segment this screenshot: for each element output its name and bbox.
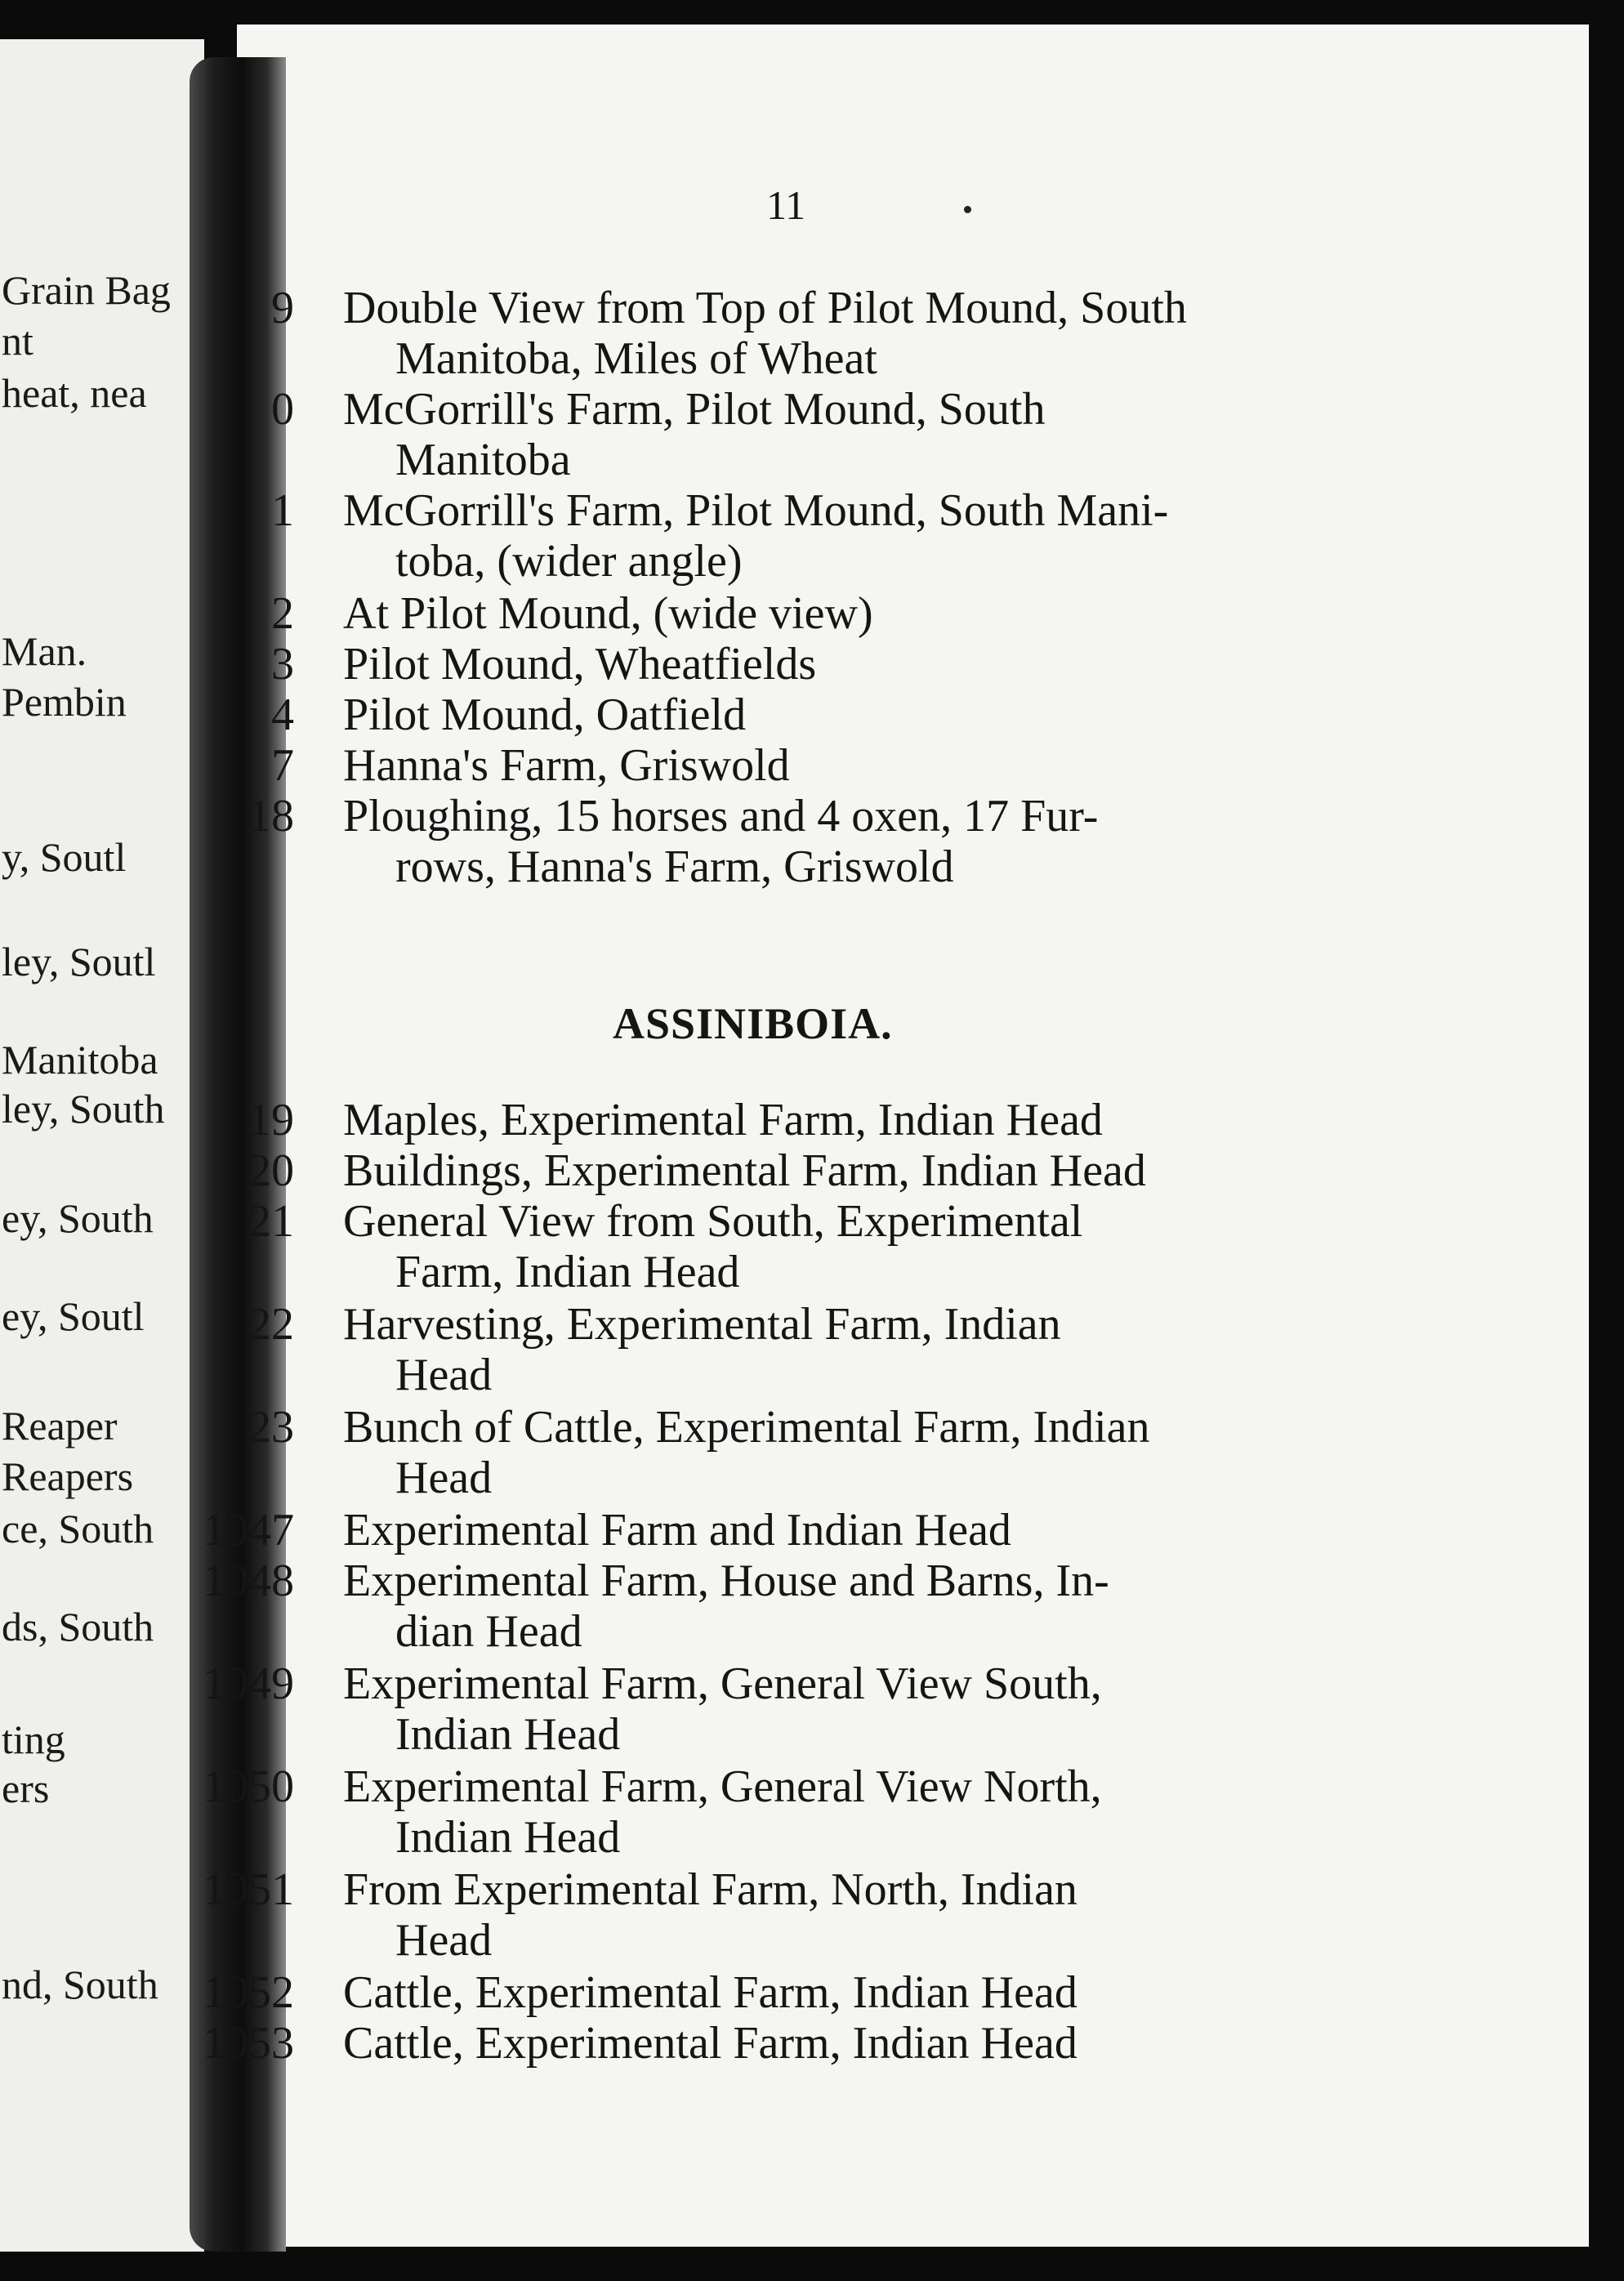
entry-number: 1048 bbox=[203, 1556, 294, 1606]
entry-number: 22 bbox=[248, 1299, 294, 1350]
entry-title-line: dian Head bbox=[395, 1606, 582, 1657]
entry-title-line: Farm, Indian Head bbox=[395, 1247, 740, 1297]
entry-title-line: toba, (wider angle) bbox=[395, 536, 743, 587]
entry-title-line: Double View from Top of Pilot Mound, South bbox=[343, 283, 1187, 333]
entry-title bbox=[343, 690, 1413, 740]
entry-title bbox=[343, 588, 1413, 639]
left-page-fragment: Man. bbox=[2, 628, 87, 674]
entry-title-line: Ploughing, 15 horses and 4 oxen, 17 Fur- bbox=[343, 791, 1099, 841]
entry-number: 3 bbox=[271, 639, 294, 690]
entry-title-line: Buildings, Experimental Farm, Indian Head bbox=[343, 1145, 1146, 1196]
entry-title-line: Cattle, Experimental Farm, Indian Head bbox=[343, 1967, 1077, 2018]
entry-title-line: Head bbox=[395, 1350, 493, 1400]
left-page-fragment: ers bbox=[2, 1765, 50, 1811]
entry-title bbox=[343, 2018, 1413, 2069]
entry-title bbox=[343, 1864, 1413, 1966]
entry-title-line: At Pilot Mound, (wide view) bbox=[343, 588, 873, 639]
left-page-fragment: ce, South bbox=[2, 1506, 154, 1551]
entry-number: 1051 bbox=[203, 1864, 294, 1915]
entry-number: 1 bbox=[271, 485, 294, 536]
entry-number: 0 bbox=[271, 384, 294, 435]
entry-title bbox=[343, 1967, 1413, 2018]
entry-number: 20 bbox=[248, 1145, 294, 1196]
entry-number: 1050 bbox=[203, 1761, 294, 1812]
left-page-fragment: y, Soutl bbox=[2, 834, 127, 880]
entry-title bbox=[343, 791, 1413, 892]
left-page-fragment: Reapers bbox=[2, 1453, 134, 1499]
entry-number: 9 bbox=[271, 283, 294, 333]
entry-title bbox=[343, 1299, 1413, 1400]
entry-title-line: Bunch of Cattle, Experimental Farm, Indian bbox=[343, 1402, 1150, 1453]
left-page-fragment: ley, Soutl bbox=[2, 939, 156, 984]
left-page-fragment: ds, South bbox=[2, 1604, 154, 1649]
print-speck bbox=[964, 206, 971, 213]
entry-number: 19 bbox=[248, 1095, 294, 1145]
entry-number: 1047 bbox=[203, 1505, 294, 1556]
entry-title-line: Manitoba, Miles of Wheat bbox=[395, 333, 877, 384]
left-page-fragment: Manitoba bbox=[2, 1037, 158, 1082]
entry-title bbox=[343, 1556, 1413, 1657]
entry-title bbox=[343, 1402, 1413, 1503]
entry-title-line: Experimental Farm and Indian Head bbox=[343, 1505, 1011, 1556]
left-page-fragment: heat, nea bbox=[2, 370, 147, 416]
entry-title-line: Pilot Mound, Wheatfields bbox=[343, 639, 817, 690]
left-page-fragment: Pembin bbox=[2, 679, 127, 725]
entry-title-line: Hanna's Farm, Griswold bbox=[343, 740, 790, 791]
entry-number: 18 bbox=[248, 791, 294, 841]
entry-title-line: Maples, Experimental Farm, Indian Head bbox=[343, 1095, 1103, 1145]
entry-title-line: General View from South, Experimental bbox=[343, 1196, 1083, 1247]
left-page-fragment: Reaper bbox=[2, 1403, 118, 1449]
page-number: 11 bbox=[766, 182, 806, 228]
left-page-fragment: nt bbox=[2, 318, 33, 364]
entry-number: 2 bbox=[271, 588, 294, 639]
entry-title-line: Harvesting, Experimental Farm, Indian bbox=[343, 1299, 1061, 1350]
entry-number: 1053 bbox=[203, 2018, 294, 2069]
entry-number: 1049 bbox=[203, 1658, 294, 1709]
entry-title-line: Experimental Farm, General View South, bbox=[343, 1658, 1102, 1709]
entry-title-line: Cattle, Experimental Farm, Indian Head bbox=[343, 2018, 1077, 2069]
entry-title bbox=[343, 1145, 1413, 1196]
entry-title bbox=[343, 283, 1413, 384]
entry-title-line: Experimental Farm, House and Barns, In- bbox=[343, 1556, 1109, 1606]
entry-title-line: Indian Head bbox=[395, 1812, 621, 1863]
left-page-fragment: ey, South bbox=[2, 1195, 154, 1241]
entry-title bbox=[343, 639, 1413, 690]
entry-title-line: Experimental Farm, General View North, bbox=[343, 1761, 1102, 1812]
section-heading: ASSINIBOIA. bbox=[613, 999, 893, 1048]
entry-title-line: rows, Hanna's Farm, Griswold bbox=[395, 841, 954, 892]
entry-title bbox=[343, 740, 1413, 791]
entry-title-line: Indian Head bbox=[395, 1709, 621, 1760]
entry-title-line: Pilot Mound, Oatfield bbox=[343, 690, 747, 740]
entry-title bbox=[343, 1095, 1413, 1145]
entry-title bbox=[343, 485, 1413, 587]
entry-title-line: Head bbox=[395, 1915, 493, 1966]
entry-number: 4 bbox=[271, 690, 294, 740]
entry-title-line: From Experimental Farm, North, Indian bbox=[343, 1864, 1077, 1915]
left-page-fragment: ting bbox=[2, 1716, 65, 1762]
left-page-fragment: nd, South bbox=[2, 1962, 158, 2007]
entry-title bbox=[343, 1761, 1413, 1863]
entry-title-line: Manitoba bbox=[395, 435, 571, 485]
entry-title-line: Head bbox=[395, 1453, 493, 1503]
left-page-fragment: ley, South bbox=[2, 1086, 165, 1132]
entry-title bbox=[343, 1196, 1413, 1297]
entry-title-line: McGorrill's Farm, Pilot Mound, South Mani- bbox=[343, 485, 1169, 536]
left-page-fragment: ey, Soutl bbox=[2, 1293, 145, 1339]
entry-title bbox=[343, 1505, 1413, 1556]
entry-title bbox=[343, 1658, 1413, 1760]
entry-number: 7 bbox=[271, 740, 294, 791]
entry-number: 1052 bbox=[203, 1967, 294, 2018]
entry-number: 23 bbox=[248, 1402, 294, 1453]
left-page-fragment: Grain Bag bbox=[2, 267, 171, 313]
entry-title-line: McGorrill's Farm, Pilot Mound, South bbox=[343, 384, 1046, 435]
entry-title bbox=[343, 384, 1413, 485]
entry-number: 21 bbox=[248, 1196, 294, 1247]
